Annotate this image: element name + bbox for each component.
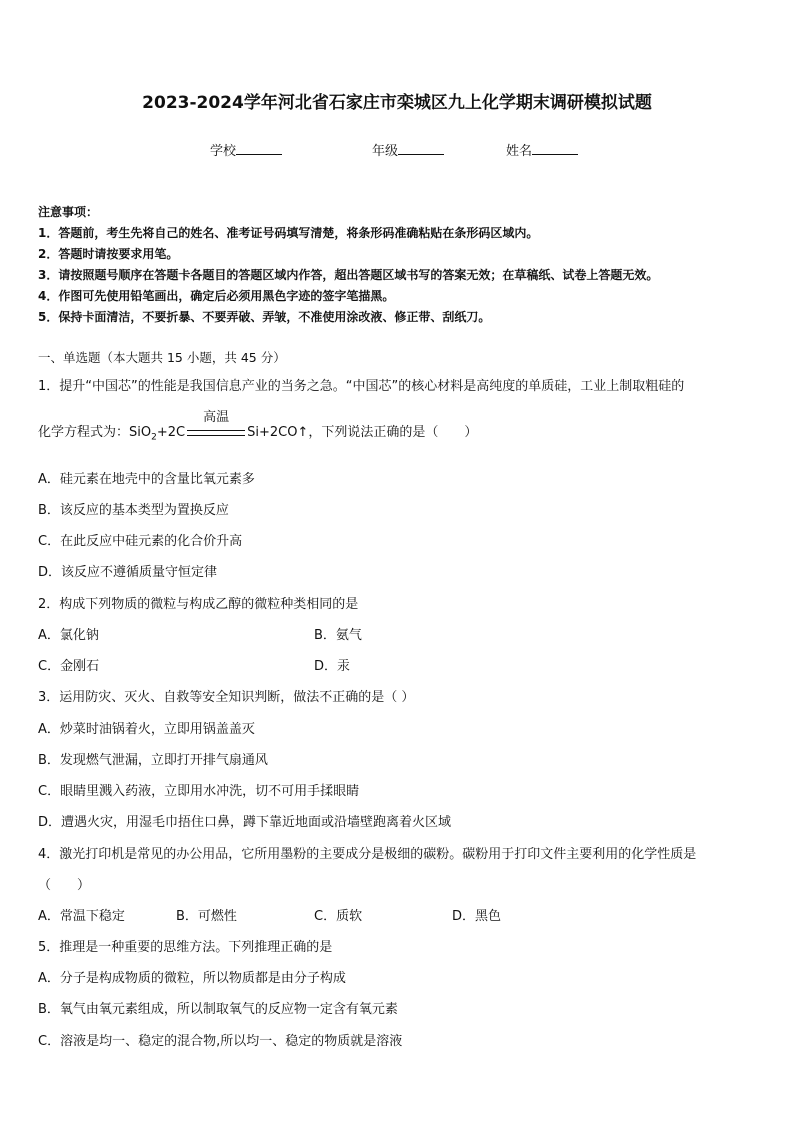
q1-eq-subscript: 2 (151, 432, 157, 443)
notice-heading: 注意事项： (38, 205, 99, 219)
q2-option-a[interactable]: A．氯化钠 (38, 628, 99, 643)
q5-option-b[interactable]: B．氧气由氧元素组成，所以制取氧气的反应物一定含有氧元素 (38, 1002, 398, 1017)
school-blank[interactable] (236, 142, 282, 155)
q1-eq-prefix: 化学方程式为：SiO (38, 425, 152, 440)
q4-stem: 4．激光打印机是常见的办公用品，它所用墨粉的主要成分是极细的碳粉。碳粉用于打印文件主要利用的化学性质是 (38, 847, 697, 862)
q1-eq-products: Si+2CO↑ (247, 425, 309, 440)
q2-stem: 2．构成下列物质的微粒与构成乙醇的微粒种类相同的是 (38, 597, 359, 612)
notice-item: 4．作图可先使用铅笔画出，确定后必须用黑色字迹的签字笔描黑。 (38, 289, 395, 303)
school-field (210, 140, 282, 159)
notice-item: 5．保持卡面清洁，不要折暴、不要弄破、弄皱，不准使用涂改液、修正带、刮纸刀。 (38, 310, 491, 324)
q4-option-b[interactable]: B．可燃性 (176, 909, 237, 924)
q1-eq-double-bar (187, 430, 245, 436)
grade-label: 年级 (372, 144, 399, 159)
name-label: 姓名 (506, 144, 533, 159)
q3-option-a[interactable]: A．炒菜时油锅着火，立即用锅盖盖灭 (38, 722, 255, 737)
q1-stem: 1．提升“中国芯”的性能是我国信息产业的当务之急。“中国芯”的核心材料是高纯度的单质硅，工业上制取粗硅的 (38, 379, 685, 394)
q1-equation-line (38, 410, 478, 443)
q1-option-c[interactable]: C．在此反应中硅元素的化合价升高 (38, 534, 243, 549)
q3-option-d[interactable]: D．遭遇火灾，用湿毛巾捂住口鼻，蹲下靠近地面或沿墙壁跑离着火区域 (38, 815, 452, 830)
grade-field (372, 140, 444, 159)
q1-option-d[interactable]: D．该反应不遵循质量守恒定律 (38, 565, 218, 580)
q4-stem-bracket: （ ） (38, 878, 91, 893)
q2-option-b[interactable]: B．氨气 (314, 628, 362, 643)
q4-option-c[interactable]: C．质软 (314, 909, 363, 924)
section-heading: 一、单选题（本大题共 15 小题，共 45 分） (38, 350, 286, 365)
q2-option-c[interactable]: C．金刚石 (38, 659, 100, 674)
q2-option-d[interactable]: D．汞 (314, 659, 351, 674)
name-blank[interactable] (532, 142, 578, 155)
q5-stem: 5．推理是一种重要的思维方法。下列推理正确的是 (38, 940, 333, 955)
notice-item: 1．答题前，考生先将自己的姓名、准考证号码填写清楚，将条形码准确粘贴在条形码区域内。 (38, 226, 539, 240)
q3-option-c[interactable]: C．眼睛里溅入药液，立即用水冲洗，切不可用手揉眼睛 (38, 784, 360, 799)
school-label: 学校 (210, 144, 237, 159)
q1-option-a[interactable]: A．硅元素在地壳中的含量比氧元素多 (38, 472, 255, 487)
q1-eq-arrow (185, 410, 247, 440)
q5-option-c[interactable]: C．溶液是均一、稳定的混合物,所以均一、稳定的物质就是溶液 (38, 1034, 403, 1049)
q3-option-b[interactable]: B．发现燃气泄漏，立即打开排气扇通风 (38, 753, 268, 768)
q4-option-a[interactable]: A．常温下稳定 (38, 909, 125, 924)
q1-option-b[interactable]: B．该反应的基本类型为置换反应 (38, 503, 229, 518)
name-field (506, 140, 578, 159)
q3-stem: 3．运用防灾、灭火、自救等安全知识判断，做法不正确的是（ ） (38, 690, 415, 705)
q1-eq-reactant: +2C (156, 425, 186, 440)
grade-blank[interactable] (398, 142, 444, 155)
q5-option-a[interactable]: A．分子是构成物质的微粒，所以物质都是由分子构成 (38, 971, 346, 986)
q1-eq-suffix: ，下列说法正确的是（ ） (308, 425, 478, 440)
q4-option-d[interactable]: D．黑色 (452, 909, 502, 924)
notice-item: 2．答题时请按要求用笔。 (38, 247, 179, 261)
q1-eq-condition: 高温 (203, 410, 230, 425)
page-title: 2023-2024学年河北省石家庄市栾城区九上化学期末调研模拟试题 (142, 93, 652, 113)
notice-item: 3．请按照题号顺序在答题卡各题目的答题区域内作答，超出答题区域书写的答案无效；在草稿纸、试卷上答题无效。 (38, 268, 659, 282)
